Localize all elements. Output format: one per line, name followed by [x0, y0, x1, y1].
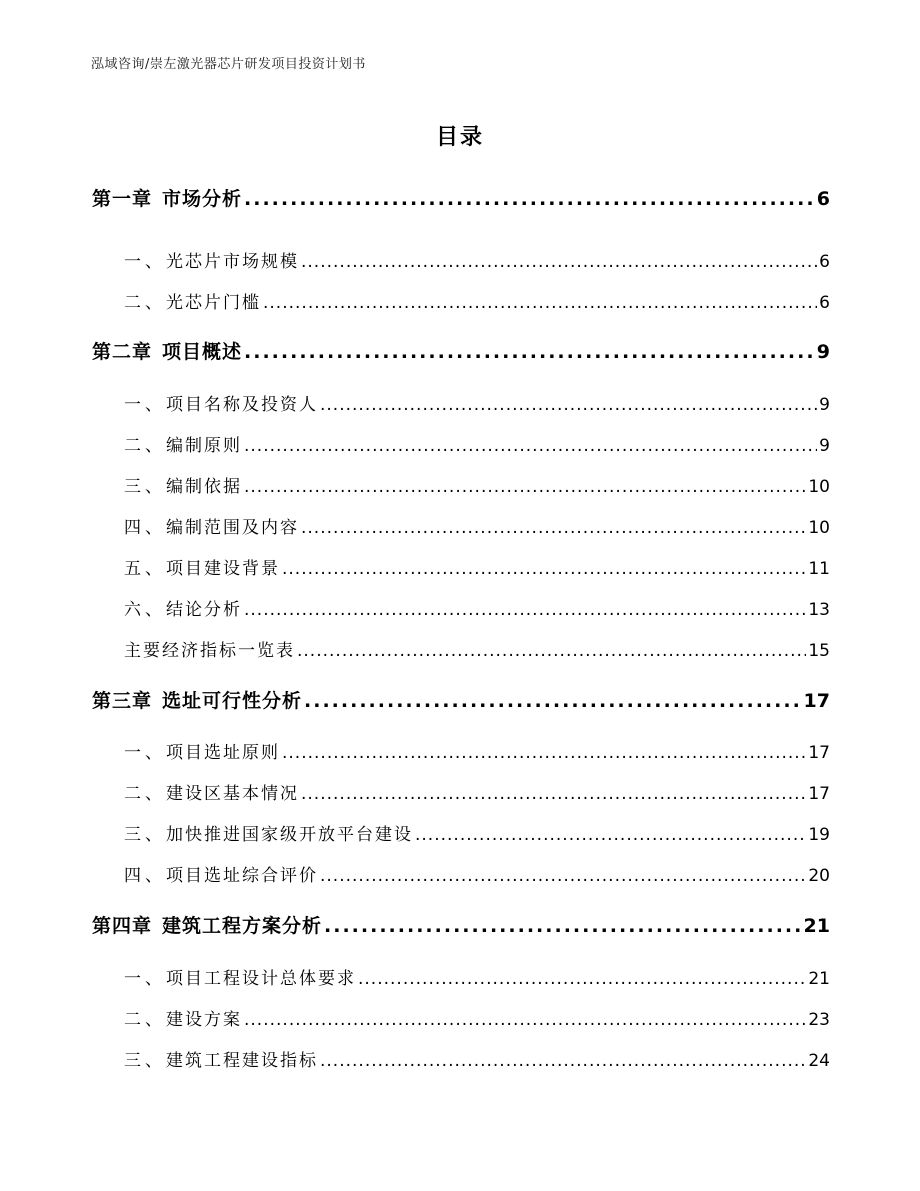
dot-leader	[282, 559, 806, 579]
chapter-number: 第四章	[92, 915, 153, 937]
page-number: 13	[808, 600, 830, 620]
section-title: 光芯片市场规模	[166, 252, 299, 272]
section-number: 三、	[124, 477, 166, 497]
dot-leader	[320, 866, 806, 886]
page-number: 19	[808, 825, 830, 845]
chapter-number: 第一章	[92, 188, 153, 210]
dot-leader	[301, 252, 817, 272]
dot-leader	[320, 1051, 806, 1071]
page-number: 6	[819, 252, 830, 272]
table-of-contents	[92, 0, 830, 1191]
toc-section-4-2[interactable]	[92, 1005, 830, 1030]
toc-section-2-7[interactable]	[92, 636, 830, 661]
toc-section-2-2[interactable]	[92, 431, 830, 456]
page-number: 9	[819, 436, 830, 456]
toc-chapter-3[interactable]	[92, 686, 830, 713]
dot-leader	[301, 518, 806, 538]
page-number: 17	[803, 690, 830, 712]
dot-leader	[282, 743, 806, 763]
toc-section-3-3[interactable]	[92, 820, 830, 845]
section-number: 三、	[124, 1051, 166, 1071]
toc-section-3-2[interactable]	[92, 779, 830, 804]
chapter-number: 第二章	[92, 341, 153, 363]
toc-chapter-2[interactable]	[92, 337, 830, 364]
page-number: 17	[808, 743, 830, 763]
toc-section-4-3[interactable]	[92, 1046, 830, 1071]
section-title: 光芯片门槛	[166, 293, 261, 313]
section-number: 三、	[124, 825, 166, 845]
toc-title: 目录	[435, 125, 484, 150]
section-number: 四、	[124, 518, 166, 538]
dot-leader	[304, 690, 802, 712]
page-number: 9	[819, 395, 830, 415]
section-title: 项目名称及投资人	[166, 395, 318, 415]
toc-chapter-1[interactable]	[92, 184, 830, 211]
chapter-title: 市场分析	[162, 188, 243, 210]
dot-leader	[244, 341, 815, 363]
toc-section-1-2[interactable]	[92, 288, 830, 313]
section-number: 二、	[124, 1010, 166, 1030]
toc-section-3-1[interactable]	[92, 738, 830, 763]
dot-leader	[244, 1010, 806, 1030]
chapter-title: 建筑工程方案分析	[162, 915, 323, 937]
dot-leader	[301, 784, 806, 804]
page-number: 17	[808, 784, 830, 804]
page-number: 10	[808, 477, 830, 497]
section-title: 建设方案	[166, 1010, 242, 1030]
page-number: 20	[808, 866, 830, 886]
section-number: 一、	[124, 252, 166, 272]
page-number: 6	[819, 293, 830, 313]
toc-section-2-4[interactable]	[92, 513, 830, 538]
section-title: 项目工程设计总体要求	[166, 969, 356, 989]
section-number: 一、	[124, 395, 166, 415]
page-number: 10	[808, 518, 830, 538]
dot-leader	[244, 600, 806, 620]
page-number: 24	[808, 1051, 830, 1071]
toc-section-2-5[interactable]	[92, 554, 830, 579]
toc-chapter-4[interactable]	[92, 911, 830, 938]
section-number: 五、	[124, 559, 166, 579]
chapter-title: 项目概述	[162, 341, 243, 363]
page-number: 9	[816, 341, 830, 363]
dot-leader	[415, 825, 806, 845]
dot-leader	[244, 188, 815, 210]
section-title: 编制依据	[166, 477, 242, 497]
dot-leader	[263, 293, 817, 313]
page-number: 21	[808, 969, 830, 989]
section-title: 建设区基本情况	[166, 784, 299, 804]
toc-section-2-6[interactable]	[92, 595, 830, 620]
section-number: 四、	[124, 866, 166, 886]
dot-leader	[358, 969, 806, 989]
section-title: 编制范围及内容	[166, 518, 299, 538]
toc-section-1-1[interactable]	[92, 247, 830, 272]
section-title: 项目选址原则	[166, 743, 280, 763]
section-title: 项目建设背景	[166, 559, 280, 579]
section-title: 结论分析	[166, 600, 242, 620]
toc-section-2-1[interactable]	[92, 390, 830, 415]
page-number: 6	[816, 188, 830, 210]
section-title: 加快推进国家级开放平台建设	[166, 825, 413, 845]
dot-leader	[297, 641, 806, 661]
section-number: 六、	[124, 600, 166, 620]
toc-section-4-1[interactable]	[92, 964, 830, 989]
toc-section-2-3[interactable]	[92, 472, 830, 497]
page-number: 21	[803, 915, 830, 937]
page-number: 23	[808, 1010, 830, 1030]
section-title: 编制原则	[166, 436, 242, 456]
dot-leader	[320, 395, 817, 415]
dot-leader	[244, 436, 817, 456]
dot-leader	[244, 477, 806, 497]
dot-leader	[324, 915, 802, 937]
page-number: 11	[808, 559, 830, 579]
section-title: 主要经济指标一览表	[124, 641, 295, 661]
section-number: 二、	[124, 293, 166, 313]
section-number: 二、	[124, 784, 166, 804]
running-header: 泓域咨询/崇左激光器芯片研发项目投资计划书	[91, 57, 366, 72]
section-number: 二、	[124, 436, 166, 456]
section-title: 建筑工程建设指标	[166, 1051, 318, 1071]
section-number: 一、	[124, 743, 166, 763]
section-number: 一、	[124, 969, 166, 989]
chapter-number: 第三章	[92, 690, 153, 712]
toc-section-3-4[interactable]	[92, 861, 830, 886]
page-number: 15	[808, 641, 830, 661]
section-title: 项目选址综合评价	[166, 866, 318, 886]
chapter-title: 选址可行性分析	[162, 690, 303, 712]
